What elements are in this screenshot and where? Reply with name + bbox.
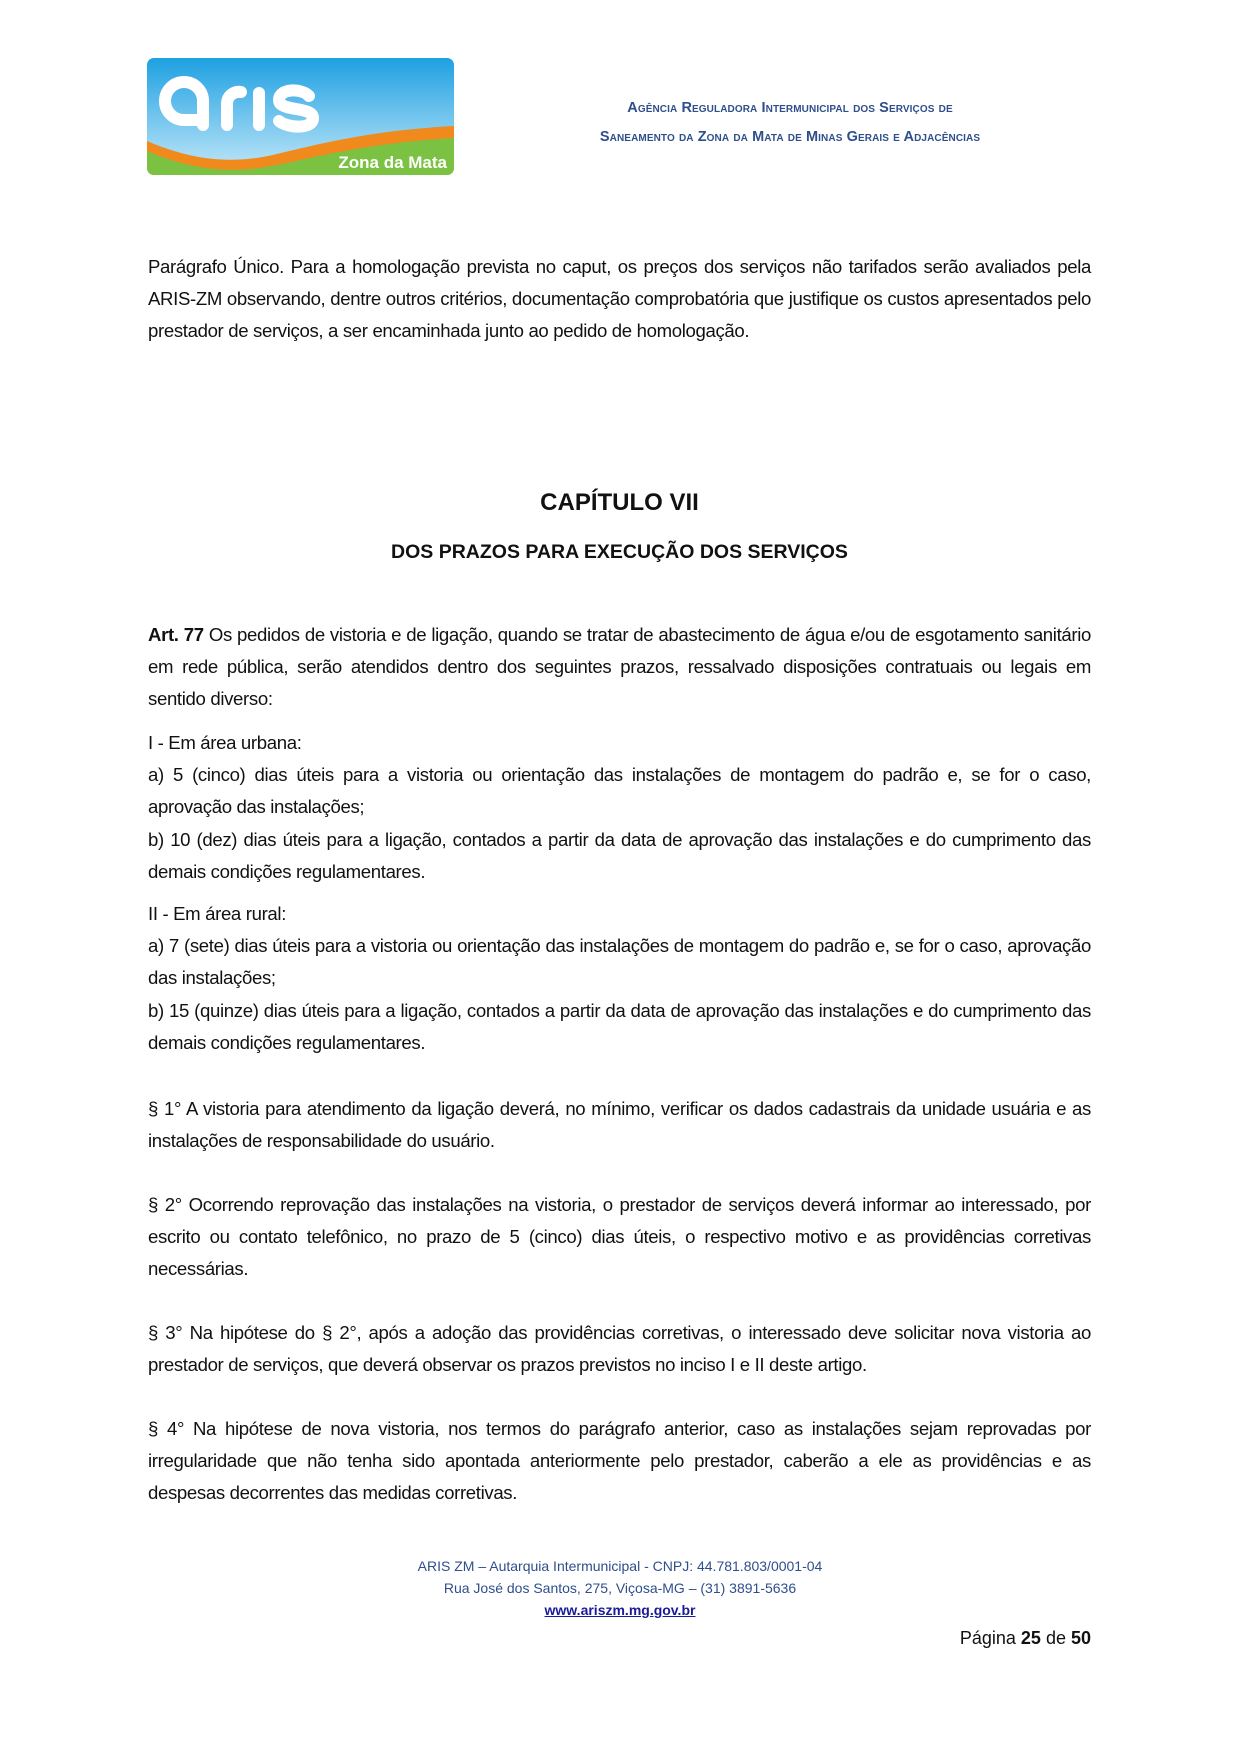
page-number-total: 50 bbox=[1070, 1628, 1091, 1648]
paragrafo-unico bbox=[148, 251, 1091, 348]
agency-name-line1: Agência Reguladora Intermunicipal dos Serviços de bbox=[627, 100, 953, 116]
inciso-i bbox=[148, 727, 1091, 888]
footer-address: Rua José dos Santos, 275, Viçosa-MG – (31) 3891-5636 bbox=[443, 1580, 797, 1596]
agency-name-line2: Saneamento da Zona da Mata de Minas Gerais e Adjacências bbox=[599, 129, 981, 145]
aris-logo bbox=[147, 58, 454, 175]
paragraph-1-text: § 1° A vistoria para atendimento da ligação deverá, no mínimo, verificar os dados cadastrais da unidade usuária e as instalações de responsabilidade do usuário. bbox=[148, 1098, 1091, 1152]
footer-cnpj: ARIS ZM – Autarquia Intermunicipal - CNPJ: 44.781.803/0001-04 bbox=[417, 1558, 823, 1574]
chapter-number: CAPÍTULO VII bbox=[540, 489, 699, 516]
page-number bbox=[960, 1628, 1091, 1649]
inciso-i-item-a: a) 5 (cinco) dias úteis para a vistoria ou orientação das instalações de montagem do padrão e, se for o caso, aprovação das instalações; bbox=[148, 764, 1091, 818]
page-number-prefix: Página bbox=[959, 1628, 1021, 1648]
footer bbox=[300, 1555, 940, 1621]
paragrafo-unico-text: Parágrafo Único. Para a homologação prevista no caput, os preços dos serviços não tarifados serão avaliados pela ARIS-ZM observando, dentre outros critérios, documentação comprobatória que justifique os custos apresentados pelo prestador de serviços, a ser encaminhada junto ao pedido de homologação. bbox=[148, 256, 1091, 342]
paragraph-3 bbox=[148, 1317, 1091, 1381]
footer-website-link[interactable]: www.ariszm.mg.gov.br bbox=[544, 1602, 696, 1618]
article-77-text: Os pedidos de vistoria e de ligação, quando se tratar de abastecimento de água e/ou de esgotamento sanitário em rede pública, serão atendidos dentro dos seguintes prazos, ressalvado disposições contratuais ou legais em sentido diverso: bbox=[148, 624, 1091, 710]
paragraph-1 bbox=[148, 1093, 1091, 1157]
page-number-current: 25 bbox=[1020, 1628, 1041, 1648]
paragraph-3-text: § 3° Na hipótese do § 2°, após a adoção das providências corretivas, o interessado deve solicitar nova vistoria ao prestador de serviços, que deverá observar os prazos previstos no inciso I e II deste artigo. bbox=[148, 1322, 1091, 1376]
article-77 bbox=[148, 619, 1091, 716]
inciso-ii-item-a: a) 7 (sete) dias úteis para a vistoria ou orientação das instalações de montagem do padrão e, se for o caso, aprovação das instalações; bbox=[148, 935, 1091, 989]
inciso-ii bbox=[148, 898, 1091, 1059]
aris-logo-graphic bbox=[147, 58, 454, 175]
paragraph-2-text: § 2° Ocorrendo reprovação das instalações na vistoria, o prestador de serviços deverá informar ao interessado, por escrito ou contato telefônico, no prazo de 5 (cinco) dias úteis, o respectivo motivo e as providências corretivas necessárias. bbox=[148, 1194, 1091, 1280]
chapter-title: DOS PRAZOS PARA EXECUÇÃO DOS SERVIÇOS bbox=[391, 541, 848, 563]
page-number-separator: de bbox=[1040, 1628, 1071, 1648]
inciso-ii-heading: II - Em área rural: bbox=[148, 903, 287, 924]
paragraph-4-text: § 4° Na hipótese de nova vistoria, nos termos do parágrafo anterior, caso as instalações sejam reprovadas por irregularidade que não tenha sido apontada anteriormente pelo prestador, caberão a ele as providências e as despesas decorrentes das medidas corretivas. bbox=[148, 1418, 1091, 1504]
paragraph-2 bbox=[148, 1189, 1091, 1286]
inciso-i-item-b: b) 10 (dez) dias úteis para a ligação, contados a partir da data de aprovação das instalações e do cumprimento das demais condições regulamentares. bbox=[148, 828, 1091, 882]
inciso-ii-item-b: b) 15 (quinze) dias úteis para a ligação, contados a partir da data de aprovação das instalações e do cumprimento das demais condições regulamentares. bbox=[148, 999, 1091, 1053]
article-77-label: Art. 77 bbox=[148, 624, 204, 645]
paragraph-4 bbox=[148, 1413, 1091, 1510]
logo-tagline: Zona da Mata bbox=[338, 153, 447, 172]
agency-name bbox=[480, 94, 1100, 152]
inciso-i-heading: I - Em área urbana: bbox=[148, 732, 302, 753]
